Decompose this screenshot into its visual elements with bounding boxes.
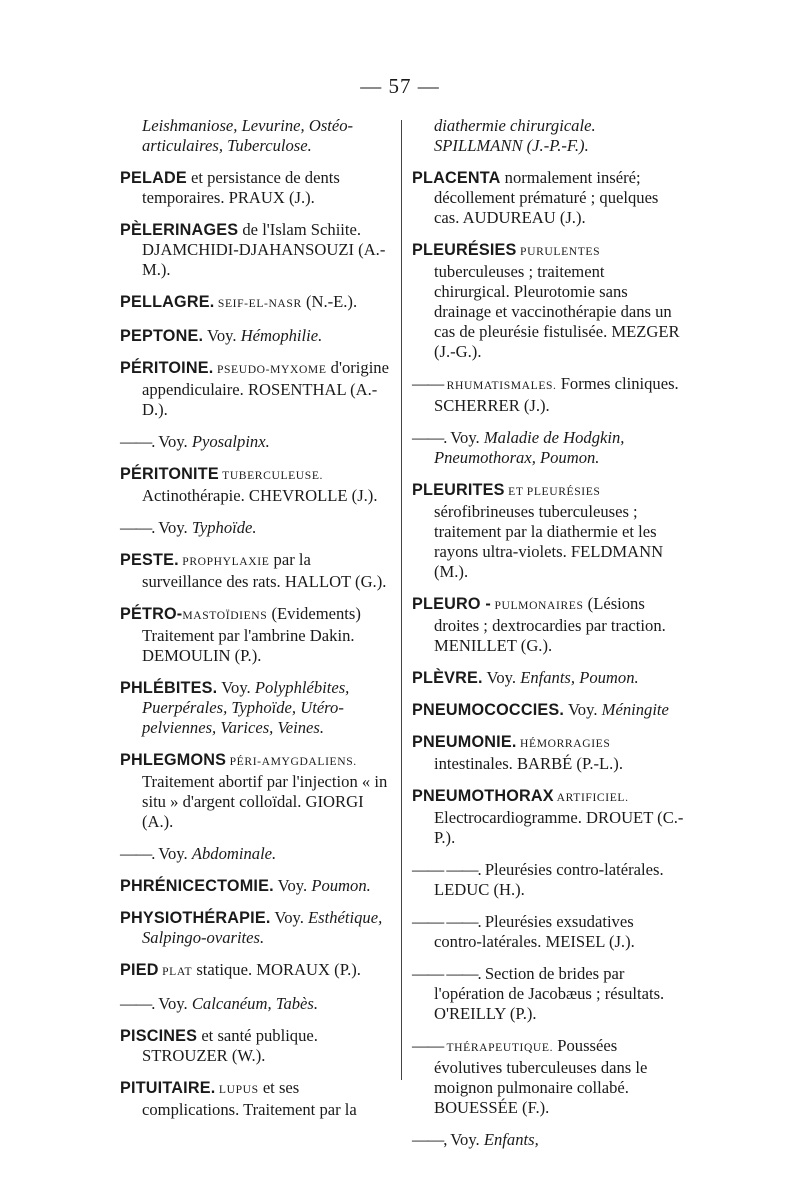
entry-head: PLACENTA xyxy=(412,169,501,187)
entry-sc: MASTOÏDIENS xyxy=(182,609,268,622)
entry-sc: ARTIFICIEL. xyxy=(553,791,629,804)
entry-text: Pleurésies contro-latérales. LEDUC (H.). xyxy=(434,860,664,899)
entry-it: Esthétique, Salpingo-ovarites. xyxy=(142,908,383,947)
entry-text: Voy. xyxy=(446,428,484,447)
entry-head: PLEURÉSIES xyxy=(412,241,517,259)
entry-dash: —— xyxy=(412,374,444,393)
entry-text: sérofibrineuses tuberculeuses ; traitement par la diathermie et les rayons ultra-violets. FELDMANN (M.). xyxy=(434,502,664,581)
entry-text: Voy. xyxy=(270,908,309,927)
entry-text: Voy. xyxy=(273,876,312,895)
entry-it: Enfants, xyxy=(483,1130,539,1149)
entry-head: PLÈVRE. xyxy=(412,669,483,687)
index-entry xyxy=(412,374,684,416)
index-entry xyxy=(120,750,392,832)
entry-head: PELLAGRE. xyxy=(120,293,215,311)
entry-text: statique. MORAUX (P.). xyxy=(192,960,361,979)
entry-text: Voy. xyxy=(154,844,192,863)
right-column xyxy=(412,116,684,1162)
entry-it: Enfants, Poumon. xyxy=(520,668,639,687)
left-column xyxy=(120,116,392,1132)
entry-text: Voy. xyxy=(446,1130,484,1149)
entry-sc: PULMONAIRES xyxy=(490,599,584,612)
index-entry xyxy=(412,480,684,582)
entry-head: PHLÉBITES. xyxy=(120,679,218,697)
entry-head: PITUITAIRE. xyxy=(120,1079,216,1097)
index-entry xyxy=(412,1130,684,1150)
entry-head: PHRÉNICECTOMIE. xyxy=(120,877,274,895)
entry-it: Méningite xyxy=(601,700,669,719)
index-entry xyxy=(120,168,392,208)
entry-it: Calcanéum, Tabès. xyxy=(191,994,319,1013)
entry-dash: —— xyxy=(412,1036,444,1055)
entry-dash: ——. xyxy=(120,844,155,863)
entry-sc: RHUMATISMALES. xyxy=(443,379,557,392)
entry-head: PNEUMOTHORAX xyxy=(412,787,554,805)
entry-cont: Leishmaniose, Levurine, Ostéo-articulaires, Tuberculose. xyxy=(142,116,354,155)
entry-cont: diathermie chirurgicale. SPILLMANN (J.-P.-F.). xyxy=(434,116,596,155)
entry-text: normalement inséré; décollement prématuré ; quelques cas. AUDUREAU (J.). xyxy=(434,168,659,227)
index-entry xyxy=(120,358,392,420)
index-entry xyxy=(120,1026,392,1066)
index-entry xyxy=(120,464,392,506)
entry-sc: SEIF-EL-NASR xyxy=(214,297,302,310)
entry-head: PNEUMOCOCCIES. xyxy=(412,701,565,719)
entry-text: Electrocardiogramme. DROUET (C.-P.). xyxy=(434,808,684,847)
entry-head: PÈLERINAGES xyxy=(120,221,239,239)
entry-text: Voy. xyxy=(217,678,255,697)
entry-text: Voy. xyxy=(482,668,521,687)
entry-text: Voy. xyxy=(564,700,602,719)
entry-it: Pyosalpinx. xyxy=(191,432,270,451)
column-divider xyxy=(401,120,402,1080)
entry-dash: ——, xyxy=(412,1130,447,1149)
index-entry xyxy=(412,786,684,848)
entry-text: et ses complications. Traitement par la xyxy=(142,1078,357,1119)
index-entry xyxy=(412,168,684,228)
entry-text: Poussées évolutives tuberculeuses dans le moignon pulmonaire collabé. BOUESSÉE (F.). xyxy=(434,1036,648,1117)
entry-sc: PROPHYLAXIE xyxy=(178,555,270,568)
entry-dash: —— ——. xyxy=(412,860,481,879)
entry-it: Hémophilie. xyxy=(240,326,323,345)
entry-head: PLEURITES xyxy=(412,481,505,499)
entry-text: Voy. xyxy=(203,326,241,345)
entry-head: PÉTRO- xyxy=(120,605,183,623)
index-entry xyxy=(120,292,392,314)
entry-sc: ET PLEURÉSIES xyxy=(504,485,601,498)
entry-it: Maladie de Hodgkin, Pneumothorax, Poumon. xyxy=(434,428,625,467)
index-entry xyxy=(120,678,392,738)
index-entry xyxy=(412,964,684,1024)
entry-dash: —— ——. xyxy=(412,964,481,983)
entry-sc: HÉMORRAGIES xyxy=(516,737,611,750)
index-entry xyxy=(412,912,684,952)
entry-text: Pleurésies exsudatives contro-latérales. MEISEL (J.). xyxy=(434,912,635,951)
entry-it: Abdominale. xyxy=(191,844,277,863)
index-entry xyxy=(120,908,392,948)
index-entry xyxy=(120,518,392,538)
entry-text: Voy. xyxy=(154,432,192,451)
entry-sc: THÉRAPEUTIQUE. xyxy=(443,1041,554,1054)
entry-text: (Lésions droites ; dextrocardies par traction. MENILLET (G.). xyxy=(434,594,666,655)
entry-head: PNEUMONIE. xyxy=(412,733,517,751)
entry-text: intestinales. BARBÉ (P.-L.). xyxy=(434,754,623,773)
index-entry xyxy=(412,1036,684,1118)
entry-it: Poumon. xyxy=(311,876,371,895)
entry-sc: PLAT xyxy=(158,965,193,978)
entry-it: Polyphlébites, Puerpérales, Typhoïde, Utéro-pelviennes, Varices, Veines. xyxy=(142,678,350,737)
entry-it: Typhoïde. xyxy=(191,518,257,537)
entry-sc: PSEUDO-MYXOME xyxy=(213,363,327,376)
index-entry xyxy=(120,876,392,896)
index-entry xyxy=(120,604,392,666)
index-entry xyxy=(120,220,392,280)
entry-head: PHYSIOTHÉRAPIE. xyxy=(120,909,271,927)
index-entry xyxy=(120,116,392,156)
entry-sc: TUBERCULEUSE. xyxy=(218,469,324,482)
page-number: — 57 — xyxy=(360,74,440,98)
index-entry xyxy=(120,432,392,452)
entry-text: Formes cliniques. SCHERRER (J.). xyxy=(434,374,679,415)
entry-head: PISCINES xyxy=(120,1027,198,1045)
entry-text: (Evidements) Traitement par l'ambrine Dakin. DEMOULIN (P.). xyxy=(142,604,361,665)
entry-head: PIED xyxy=(120,961,159,979)
entry-text: (N.-E.). xyxy=(301,292,358,311)
entry-text: de l'Islam Schiite. DJAMCHIDI-DJAHANSOUZI (A.-M.). xyxy=(142,220,386,279)
entry-sc: PÉRI-AMYGDALIENS. xyxy=(226,755,357,768)
entry-text: Traitement abortif par l'injection « in situ » d'argent colloïdal. GIORGI (A.). xyxy=(142,772,388,831)
index-entry xyxy=(412,732,684,774)
entry-text: et santé publique. STROUZER (W.). xyxy=(142,1026,318,1065)
index-entry xyxy=(412,860,684,900)
entry-text: tuberculeuses ; traitement chirurgical. Pleurotomie sans drainage et vaccinothérapie dans un cas de pleurésie fistulisée. MEZGER (J.-G.). xyxy=(434,262,680,361)
index-entry xyxy=(412,428,684,468)
index-entry xyxy=(412,668,684,688)
index-entry xyxy=(120,994,392,1014)
entry-text: Voy. xyxy=(154,518,192,537)
index-entry xyxy=(120,550,392,592)
entry-text: d'origine appendiculaire. ROSENTHAL (A.-D.). xyxy=(142,358,389,419)
index-entry xyxy=(412,700,684,720)
entry-dash: —— ——. xyxy=(412,912,481,931)
entry-head: PÉRITOINE. xyxy=(120,359,214,377)
entry-dash: ——. xyxy=(412,428,447,447)
entry-head: PEPTONE. xyxy=(120,327,204,345)
index-entry xyxy=(120,960,392,982)
entry-text: et persistance de dents temporaires. PRAUX (J.). xyxy=(142,168,340,207)
index-entry xyxy=(120,844,392,864)
entry-head: PLEURO - xyxy=(412,595,491,613)
index-entry xyxy=(120,326,392,346)
entry-head: PELADE xyxy=(120,169,187,187)
entry-text: Section de brides par l'opération de Jacobæus ; résultats. O'REILLY (P.). xyxy=(434,964,665,1023)
entry-head: PESTE. xyxy=(120,551,179,569)
entry-head: PHLEGMONS xyxy=(120,751,227,769)
index-entry xyxy=(412,116,684,156)
index-entry xyxy=(412,240,684,362)
entry-dash: ——. xyxy=(120,518,155,537)
entry-text: Voy. xyxy=(154,994,192,1013)
entry-head: PÉRITONITE xyxy=(120,465,219,483)
entry-text: par la surveillance des rats. HALLOT (G.). xyxy=(142,550,387,591)
index-entry xyxy=(412,594,684,656)
entry-text: Actinothérapie. CHEVROLLE (J.). xyxy=(142,486,378,505)
entry-sc: PURULENTES xyxy=(516,245,601,258)
index-entry xyxy=(120,1078,392,1120)
entry-dash: ——. xyxy=(120,994,155,1013)
entry-dash: ——. xyxy=(120,432,155,451)
entry-sc: LUPUS xyxy=(215,1083,259,1096)
